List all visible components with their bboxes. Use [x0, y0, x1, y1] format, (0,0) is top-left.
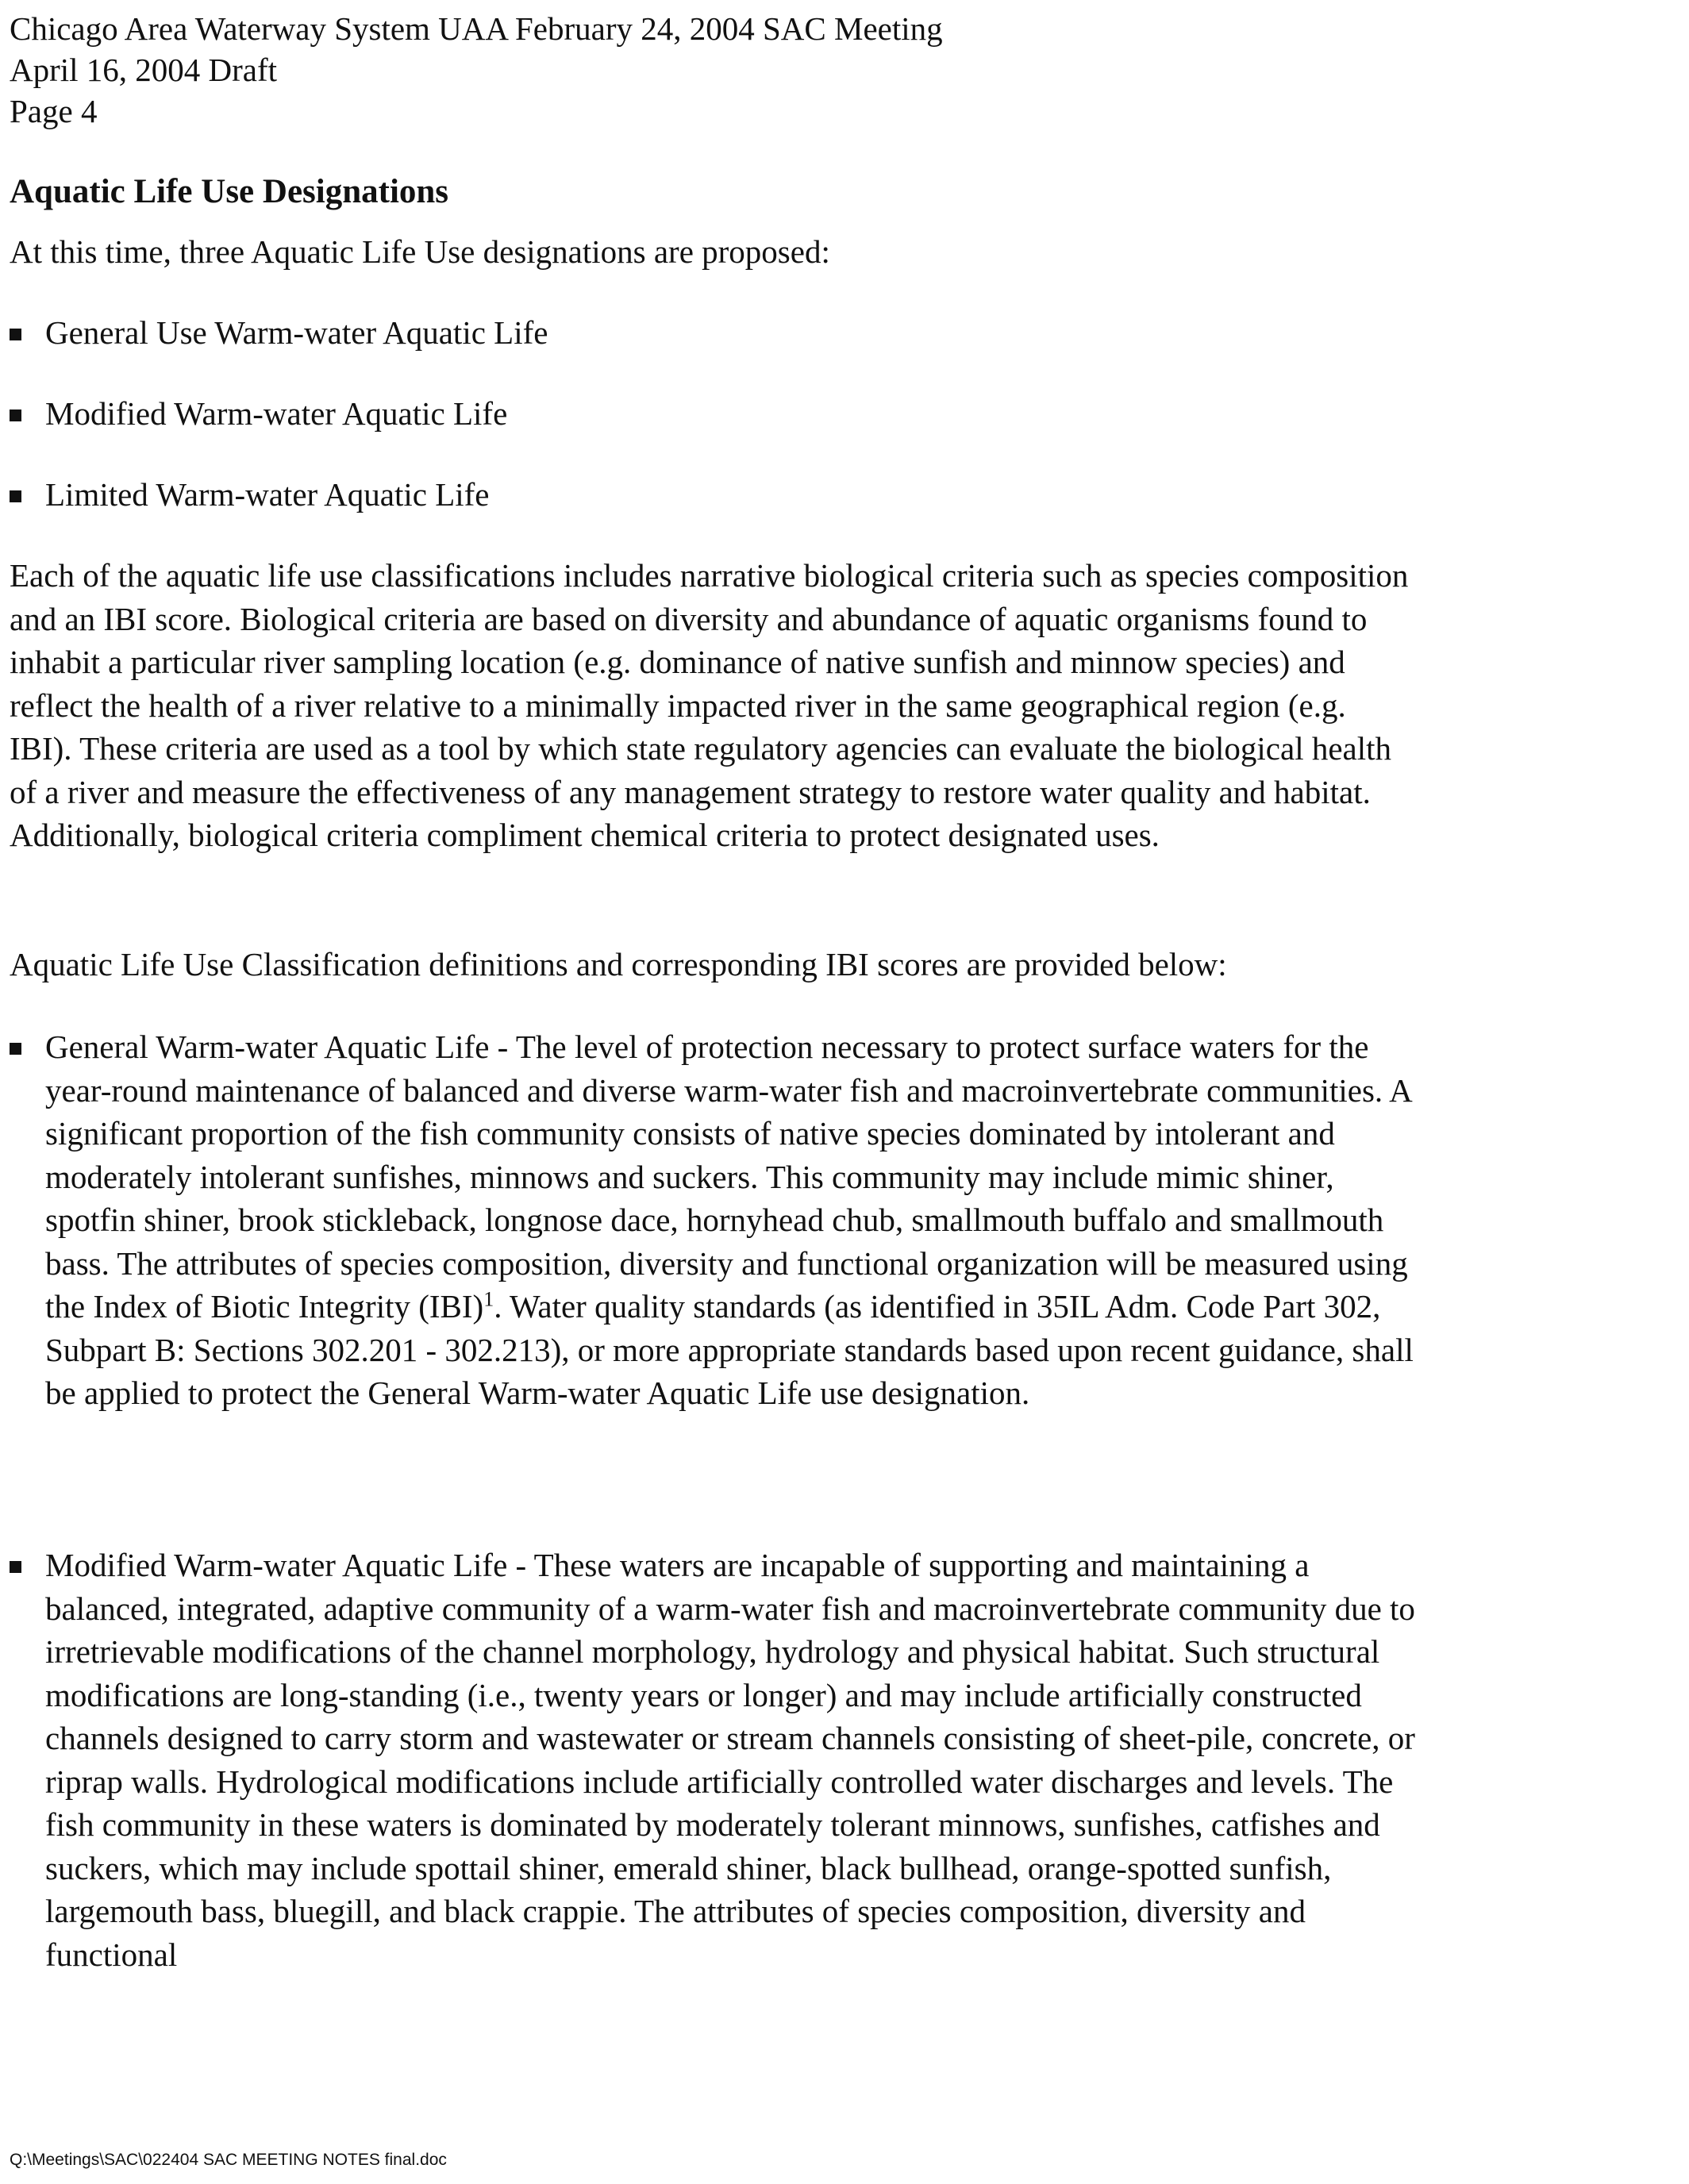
- square-bullet-icon: [10, 490, 21, 502]
- definition-text-continued: . Water quality standards (as identified in 35IL Adm. Code Part 302, Subpart B: Sections 302.201 - 302.213), or more appropriate standards based upon recent guidance, shall be applied to protect the General Warm-water Aquatic Life use designation.: [45, 1288, 1414, 1411]
- square-bullet-icon: [10, 329, 21, 340]
- definition-general-warm-water: [10, 1025, 1422, 1415]
- header-title: Chicago Area Waterway System UAA February 24, 2004 SAC Meeting: [10, 10, 943, 47]
- list-item: [10, 392, 548, 473]
- list-item: [10, 311, 548, 392]
- intro-text: At this time, three Aquatic Life Use designations are proposed:: [10, 233, 830, 270]
- header-draft-date: April 16, 2004 Draft: [10, 52, 278, 88]
- list-item: [10, 473, 548, 554]
- definition-text: [45, 1544, 1422, 1976]
- header-page-number: Page 4: [10, 93, 98, 129]
- document-page: [10, 8, 1415, 1973]
- list-item-label: General Use Warm-water Aquatic Life: [45, 314, 548, 351]
- section-title: Aquatic Life Use Designations: [10, 173, 449, 210]
- footnote-marker: 1: [483, 1287, 494, 1311]
- classification-paragraph: Each of the aquatic life use classifications includes narrative biological criteria such as species composition and an IBI score. Biological criteria are based on diversity and abundance of aquatic organisms found to inhabit a particular river sampling location (e.g. dominance of native sunfish and minnow species) and reflect the health of a river relative to a minimally impacted river in the same geographical region (e.g. IBI). These criteria are used as a tool by which state regulatory agencies can evaluate the biological health of a river and measure the effectiveness of any management strategy to restore water quality and habitat. Additionally, biological criteria compliment chemical criteria to protect designated uses.: [10, 557, 1409, 853]
- square-bullet-icon: [10, 1561, 21, 1573]
- designations-list: [10, 311, 548, 554]
- square-bullet-icon: [10, 1043, 21, 1055]
- definition-modified-warm-water: [10, 1544, 1422, 1976]
- definition-text-main: General Warm-water Aquatic Life - The level of protection necessary to protect surface waters for the year-round maintenance of balanced and diverse warm-water fish and macroinvertebrate communities. A significant proportion of the fish community consists of native species dominated by intolerant and moderately intolerant sunfishes, minnows and suckers. This community may include mimic shiner, spotfin shiner, brook stickleback, longnose dace, hornyhead chub, smallmouth buffalo and smallmouth bass. The attributes of species composition, diversity and functional organization will be measured using the Index of Biotic Integrity (IBI): [45, 1029, 1411, 1325]
- square-bullet-icon: [10, 410, 21, 421]
- footer-file-path: Q:\Meetings\SAC\022404 SAC MEETING NOTES final.doc: [10, 2151, 447, 2169]
- definition-text: [45, 1025, 1422, 1415]
- definition-text-main: Modified Warm-water Aquatic Life - These waters are incapable of supporting and maintaining a balanced, integrated, adaptive community of a warm-water fish and macroinvertebrate community due to irretrievable modifications of the channel morphology, hydrology and physical habitat. Such structural modifications are long-standing (i.e., twenty years or longer) and may include artificially constructed channels designed to carry storm and wastewater or stream channels consisting of sheet-pile, concrete, or riprap walls. Hydrological modifications include artificially controlled water discharges and levels. The fish community in these waters is dominated by moderately tolerant minnows, sunfishes, catfishes and suckers, which may include spottail shiner, emerald shiner, black bullhead, orange-spotted sunfish, largemouth bass, bluegill, and black crappie. The attributes of species composition, diversity and functional: [45, 1547, 1415, 1973]
- list-item-label: Limited Warm-water Aquatic Life: [45, 476, 490, 513]
- definitions-intro: Aquatic Life Use Classification definitions and corresponding IBI scores are provided below:: [10, 946, 1227, 982]
- list-item-label: Modified Warm-water Aquatic Life: [45, 395, 508, 432]
